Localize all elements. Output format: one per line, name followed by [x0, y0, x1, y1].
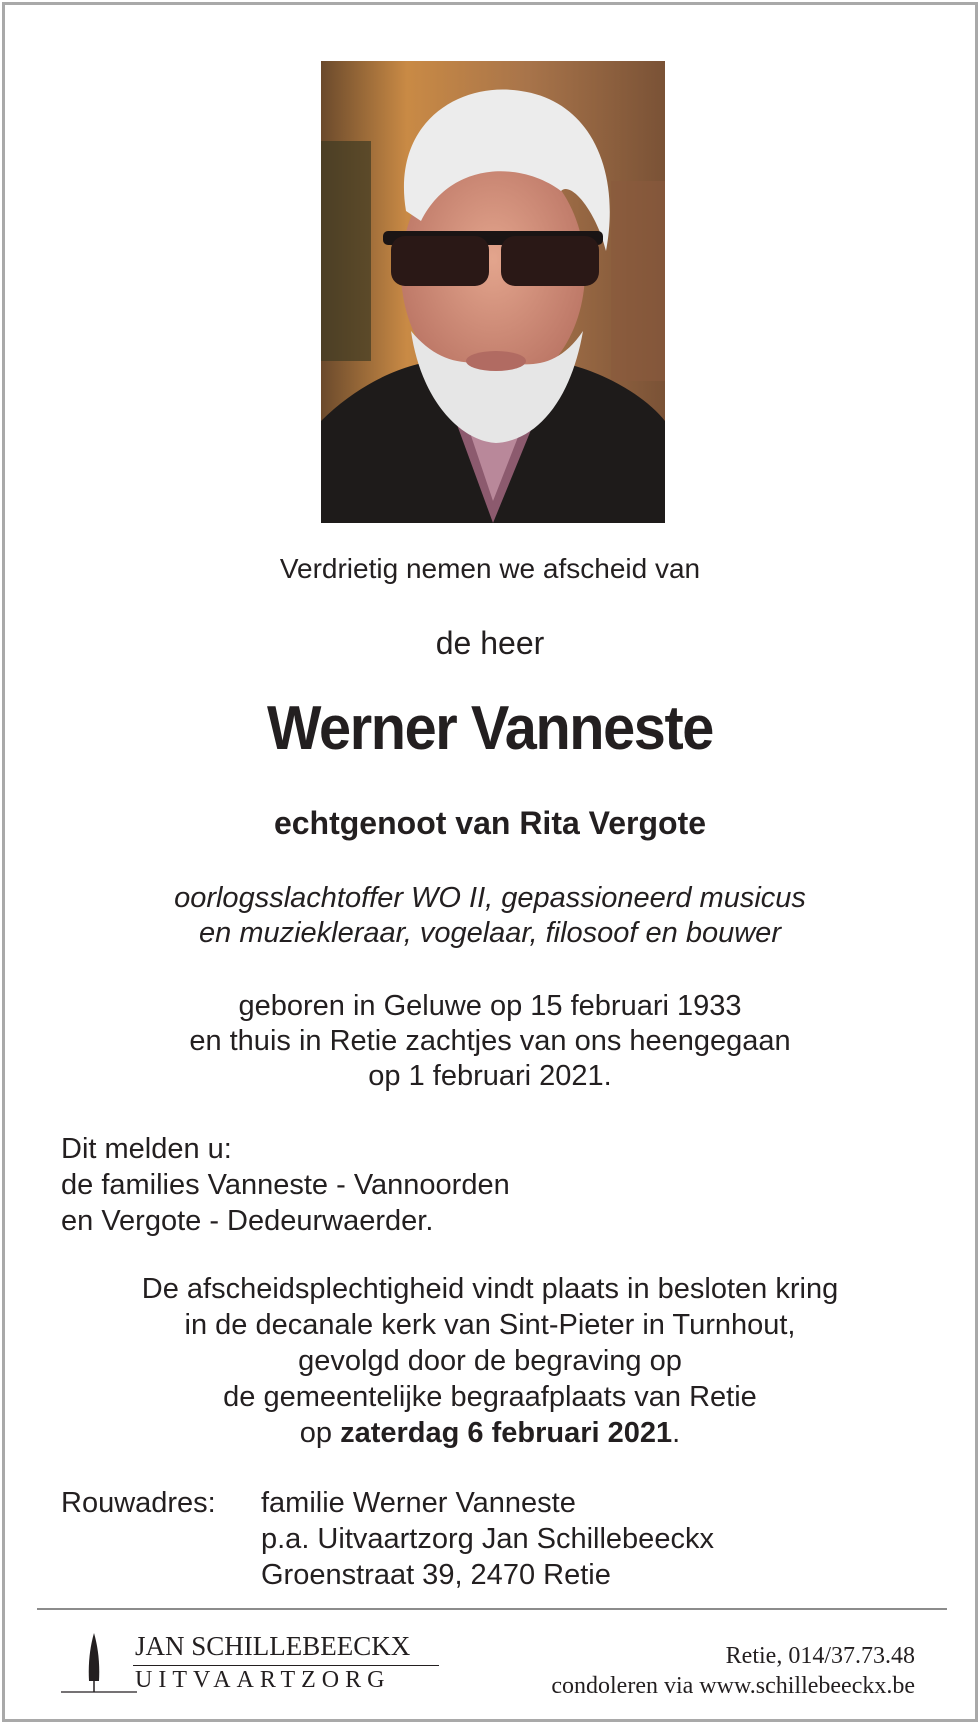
roles-block	[5, 881, 975, 951]
ceremony-line: in de decanale kerk van Sint-Pieter in Turnhout,	[184, 1309, 796, 1341]
dates-line: en thuis in Retie zachtjes van ons heengegaan	[189, 1025, 791, 1057]
logo-name: JAN SCHILLEBEECKX	[135, 1631, 411, 1661]
roles-line: oorlogsslachtoffer WO II, gepassioneerd musicus	[174, 882, 806, 914]
address-line: p.a. Uitvaartzorg Jan Schillebeeckx	[261, 1523, 714, 1555]
announcement-block	[61, 1131, 510, 1239]
ceremony-date-suffix: .	[672, 1417, 681, 1449]
contact-phone: Retie, 014/37.73.48	[725, 1643, 915, 1669]
logo-subtitle: UITVAARTZORG	[135, 1667, 391, 1693]
deceased-name: Werner Vanneste	[267, 694, 713, 763]
dates-block	[5, 989, 975, 1094]
portrait-photo	[321, 61, 665, 523]
dates-line: op 1 februari 2021.	[368, 1060, 612, 1092]
spouse-line: echtgenoot van Rita Vergote	[273, 805, 707, 841]
portrait-image	[321, 61, 665, 523]
intro-text: Verdrietig nemen we afscheid van	[279, 553, 701, 584]
roles-line: en muziekleraar, vogelaar, filosoof en bouwer	[199, 917, 781, 949]
contact-info	[551, 1641, 915, 1701]
ceremony-line: de gemeentelijke begraafplaats van Retie	[223, 1381, 757, 1413]
logo-rule	[133, 1665, 439, 1666]
footer-divider	[37, 1608, 947, 1610]
ceremony-date-prefix: op	[299, 1417, 341, 1449]
ceremony-date: zaterdag 6 februari 2021	[340, 1417, 673, 1449]
dates-line: geboren in Geluwe op 15 februari 1933	[238, 990, 742, 1022]
obituary-card	[2, 2, 978, 1722]
ceremony-date-line	[5, 1415, 975, 1451]
address-label: Rouwadres:	[61, 1487, 216, 1519]
announcement-line: en Vergote - Dedeurwaerder.	[61, 1205, 434, 1237]
condolence-link[interactable]: condoleren via www.schillebeeckx.be	[551, 1673, 915, 1699]
cypress-tree-icon	[61, 1629, 141, 1695]
ceremony-line: gevolgd door de begraving op	[298, 1345, 682, 1377]
announcement-line: de families Vanneste - Vannoorden	[61, 1169, 510, 1201]
address-line: Groenstraat 39, 2470 Retie	[261, 1559, 611, 1591]
address-lines	[261, 1485, 714, 1593]
announcement-line: Dit melden u:	[61, 1133, 232, 1165]
ceremony-line: De afscheidsplechtigheid vindt plaats in besloten kring	[141, 1273, 839, 1305]
address-line: familie Werner Vanneste	[261, 1487, 576, 1519]
title-prefix: de heer	[435, 625, 545, 661]
funeral-home-logo	[61, 1629, 441, 1699]
ceremony-block	[5, 1271, 975, 1451]
